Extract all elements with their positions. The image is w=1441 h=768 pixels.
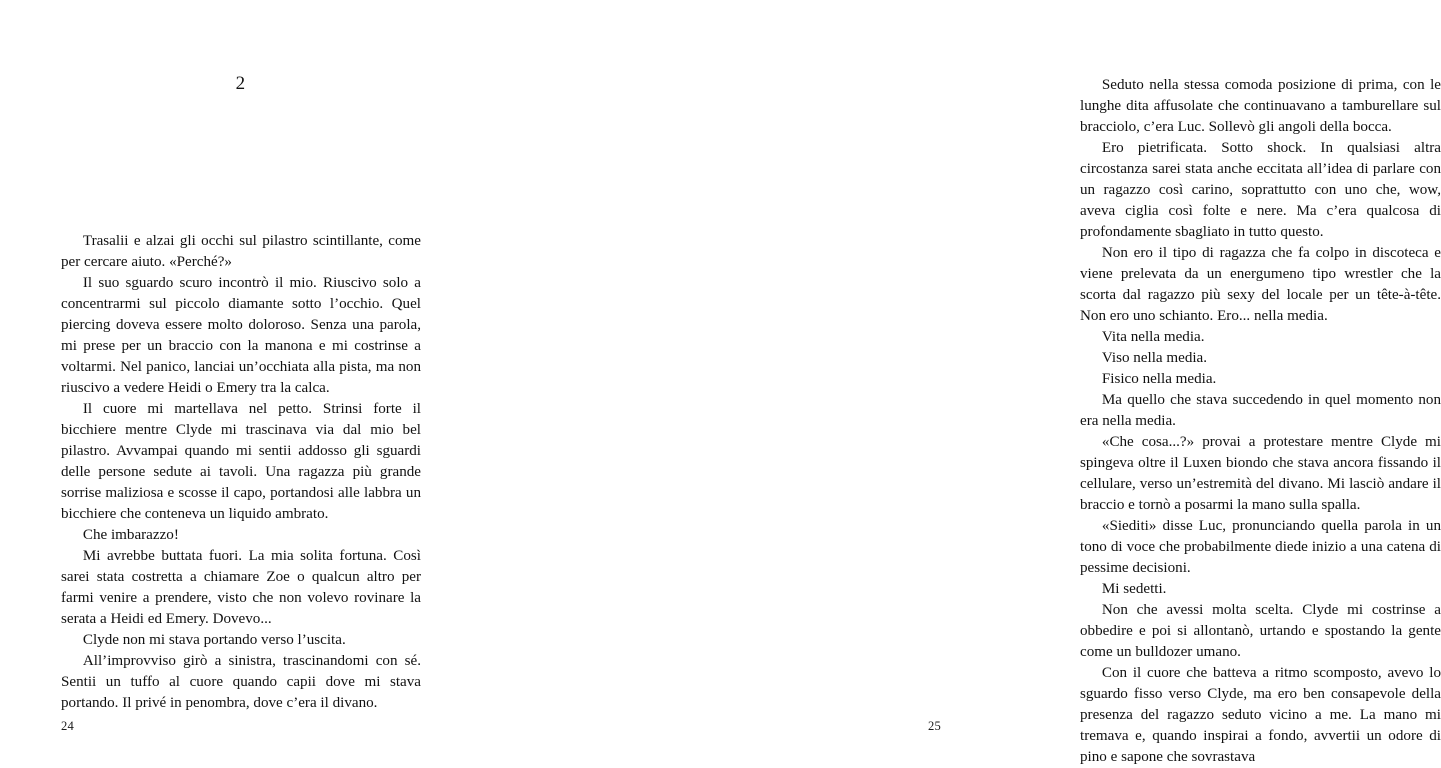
paragraph: Che imbarazzo! [82, 527, 179, 543]
left-page [0, 0, 500, 768]
paragraph: Vita nella media. [1101, 329, 1205, 345]
paragraph: Viso nella media. [1101, 350, 1208, 366]
left-page-textblock [61, 231, 421, 714]
paragraph: Ero pietrificata. Sotto shock. In qualsiasi altra circostanza sarei stata anche eccitata all’idea di parlare con un ragazzo così carino, soprattutto con uno che, wow, aveva ciglia così folte e nere. Ma c’era qualcosa di profondamente sbagliato in tutto questo. [1080, 140, 1441, 240]
paragraph: Non che avessi molta scelta. Clyde mi costrinse a obbedire e poi si allontanò, urtando e spostando la gente come un bulldozer umano. [1080, 602, 1441, 660]
paragraph: «Che cosa...?» provai a protestare mentre Clyde mi spingeva oltre il Luxen biondo che stava ancora fissando il cellulare, verso un’estremità del divano. Mi lasciò andare il braccio e tornò a posarmi la mano sulla spalla. [1080, 434, 1441, 513]
paragraph: Clyde non mi stava portando verso l’uscita. [82, 632, 346, 648]
chapter-number: 2 [235, 73, 246, 94]
paragraph: Ma quello che stava succedendo in quel momento non era nella media. [1080, 392, 1441, 429]
paragraph: Con il cuore che batteva a ritmo scomposto, avevo lo sguardo fisso verso Clyde, ma ero ben consapevole della presenza del ragazzo seduto vicino a me. La mano mi tremava e, quando inspirai a fondo, avvertii un odore di pino e sapone che sovrastava [1080, 665, 1441, 765]
paragraph: Trasalii e alzai gli occhi sul pilastro scintillante, come per cercare aiuto. «Perché?» [61, 233, 421, 270]
page-number-right: 25 [928, 719, 941, 733]
paragraph: Mi sedetti. [1101, 581, 1167, 597]
paragraph: Il cuore mi martellava nel petto. Strinsi forte il bicchiere mentre Clyde mi trascinava via dal mio bel pilastro. Avvampai quando mi sentii addosso gli sguardi delle persone sedute ai tavoli. Una ragazza più grande sorrise maliziosa e scosse il capo, portandosi alle labbra un bicchiere che conteneva un liquido ambrato. [61, 401, 421, 522]
page-number-left: 24 [61, 719, 74, 733]
paragraph: Fisico nella media. [1101, 371, 1217, 387]
paragraph: Non ero il tipo di ragazza che fa colpo in discoteca e viene prelevata da un energumeno tipo wrestler che la scorta dal ragazzo più sexy del locale per un tête-à-tête. Non ero uno schianto. Ero... nella media. [1080, 245, 1441, 324]
paragraph: «Siediti» disse Luc, pronunciando quella parola in un tono di voce che probabilmente diede inizio a una catena di pessime decisioni. [1080, 518, 1441, 576]
paragraph: Il suo sguardo scuro incontrò il mio. Riuscivo solo a concentrarmi sul piccolo diamante sotto l’occhio. Quel piercing doveva essere molto doloroso. Senza una parola, mi prese per un braccio con la manona e mi costrinse a voltarmi. Nel panico, lanciai un’occhiata alla pista, ma non riuscivo a vedere Heidi o Emery tra la calca. [61, 275, 421, 396]
right-page [500, 0, 1441, 768]
paragraph: Mi avrebbe buttata fuori. La mia solita fortuna. Così sarei stata costretta a chiamare Zoe o qualcun altro per farmi venire a prendere, visto che non volevo rovinare la serata a Heidi ed Emery. Dovevo... [61, 548, 421, 627]
paragraph: All’improvviso girò a sinistra, trascinandomi con sé. Sentii un tuffo al cuore quando capii dove mi stava portando. Il privé in penombra, dove c’era il divano. [61, 653, 421, 711]
right-page-textblock [1080, 75, 1441, 768]
paragraph: Seduto nella stessa comoda posizione di prima, con le lunghe dita affusolate che continuavano a tamburellare sul bracciolo, c’era Luc. Sollevò gli angoli della bocca. [1080, 77, 1441, 135]
